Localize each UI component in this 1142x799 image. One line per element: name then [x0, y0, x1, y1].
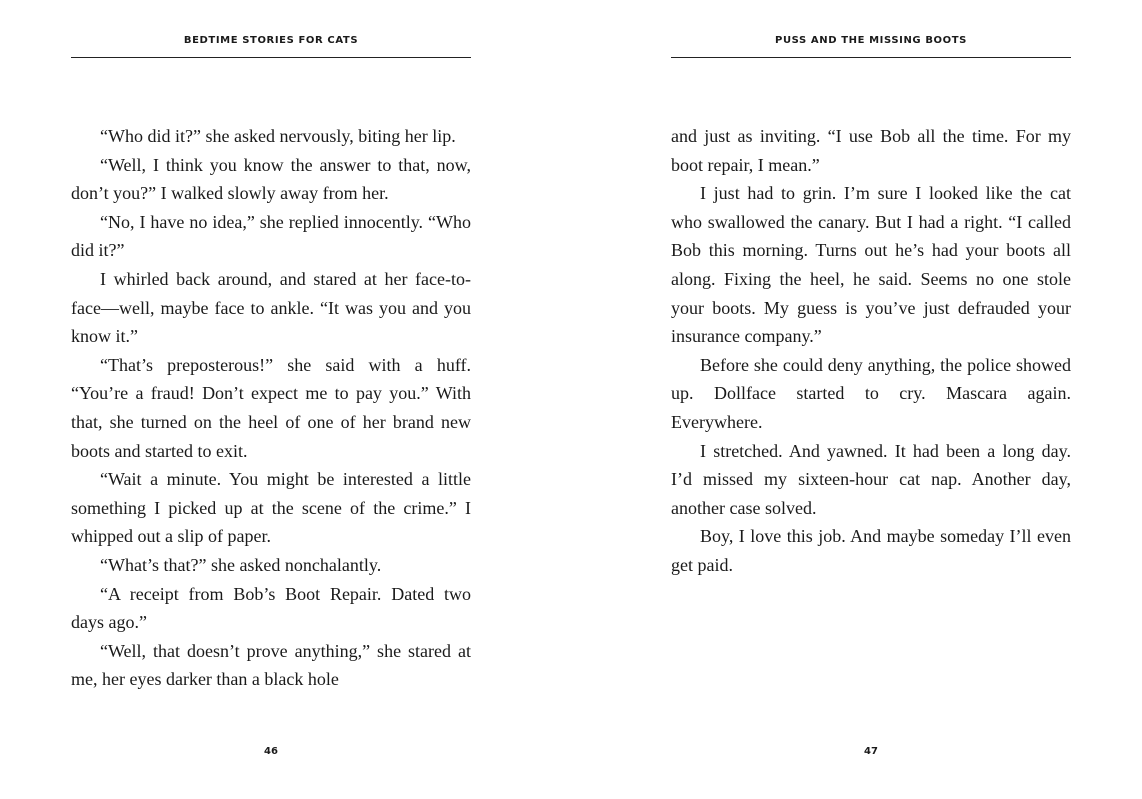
page-number: 47 — [864, 746, 878, 757]
body-text — [671, 122, 1071, 580]
body-text — [71, 122, 471, 694]
header-rule — [671, 57, 1071, 58]
paragraph: I just had to grin. I’m sure I looked like the cat who swallowed the canary. But I had a right. “I called Bob this morning. Turns out he’s had your boots all along. Fixing the heel, he said. Seems no one stole your boots. My guess is you’ve just defrauded your insurance company.” — [671, 183, 1071, 347]
paragraph: “What’s that?” she asked nonchalantly. — [100, 554, 382, 575]
right-page — [671, 0, 1071, 799]
paragraph: “No, I have no idea,” she replied innocently. “Who did it?” — [71, 211, 471, 261]
paragraph: I whirled back around, and stared at her face-to-face—well, maybe face to ankle. “It was you and you know it.” — [71, 268, 471, 347]
running-head-chapter-title: PUSS AND THE MISSING BOOTS — [775, 35, 967, 46]
paragraph-continuation: and just as inviting. “I use Bob all the time. For my boot repair, I mean.” — [671, 126, 1071, 175]
left-page — [71, 0, 471, 799]
paragraph: “Wait a minute. You might be interested a little something I picked up at the scene of the crime.” I whipped out a slip of paper. — [71, 469, 471, 547]
paragraph: “A receipt from Bob’s Boot Repair. Dated two days ago.” — [71, 583, 471, 633]
paragraph: Boy, I love this job. And maybe someday I’ll even get paid. — [671, 526, 1071, 575]
running-head-book-title: BEDTIME STORIES FOR CATS — [183, 35, 359, 46]
paragraph: “Well, I think you know the answer to that, now, don’t you?” I walked slowly away from her. — [71, 154, 471, 204]
paragraph: “That’s preposterous!” she said with a huff. “You’re a fraud! Don’t expect me to pay you.” With that, she turned on the heel of one of her brand new boots and started to exit. — [71, 354, 471, 461]
paragraph: “Who did it?” she asked nervously, biting her lip. — [100, 126, 456, 146]
paragraph: “Well, that doesn’t prove anything,” she stared at me, her eyes darker than a black hole — [71, 640, 471, 690]
paragraph: Before she could deny anything, the police showed up. Dollface started to cry. Mascara again. Everywhere. — [671, 354, 1071, 432]
paragraph: I stretched. And yawned. It had been a long day. I’d missed my sixteen-hour cat nap. Another day, another case solved. — [671, 440, 1071, 518]
header-rule — [71, 57, 471, 58]
page-number: 46 — [264, 746, 278, 757]
